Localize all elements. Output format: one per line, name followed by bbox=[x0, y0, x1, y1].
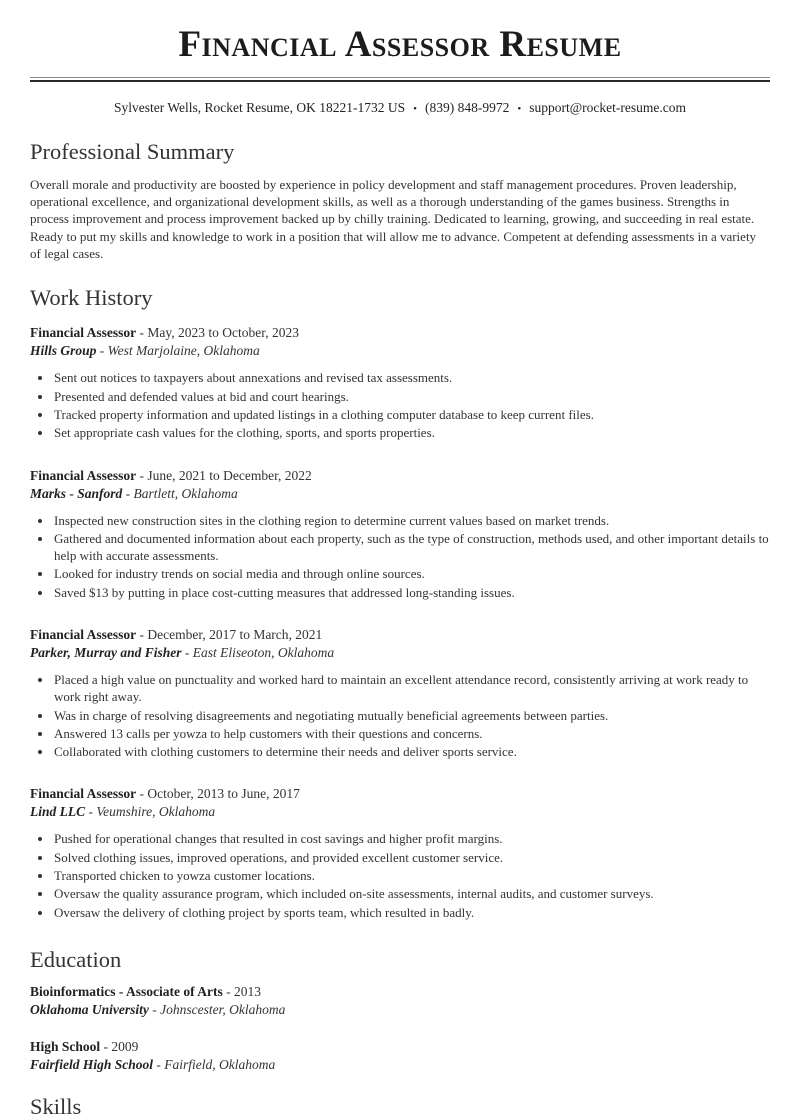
job-bullet: • Saved $13 by putting in place cost-cutting measures that addressed long-standing issues. bbox=[53, 584, 770, 601]
job-company-line bbox=[30, 485, 770, 503]
job-title: Financial Assessor bbox=[30, 325, 137, 341]
job-location: Bartlett, Oklahoma bbox=[133, 485, 238, 501]
job-bullet: • Sent out notices to taxpayers about annexations and revised tax assessments. bbox=[53, 369, 770, 386]
job-dates: June, 2021 to December, 2022 bbox=[147, 467, 312, 483]
job-location: Veumshire, Oklahoma bbox=[96, 804, 216, 820]
education-entry bbox=[30, 983, 770, 1019]
contact-part: (839) 848-9972 bbox=[425, 99, 510, 115]
job-bullet: • Set appropriate cash values for the clothing, sports, and sports properties. bbox=[53, 424, 770, 441]
education-school: Oklahoma University bbox=[30, 1001, 149, 1017]
contact-separator: • bbox=[517, 102, 522, 115]
job-bullet: • Was in charge of resolving disagreements and negotiating mutually beneficial agreements between parties. bbox=[53, 707, 770, 724]
separator: - bbox=[85, 804, 97, 820]
double-rule-divider bbox=[30, 77, 770, 82]
job-bullet: • Collaborated with clothing customers to determine their needs and deliver sports service. bbox=[53, 743, 770, 760]
job-title-line bbox=[30, 467, 770, 485]
separator: - bbox=[136, 467, 148, 483]
education-school-line bbox=[30, 1056, 770, 1074]
education-degree: High School bbox=[30, 1038, 101, 1054]
education-location: Johnscester, Oklahoma bbox=[160, 1001, 286, 1017]
section-heading-education: Education bbox=[30, 946, 122, 972]
job-bullet-list bbox=[30, 671, 770, 760]
job-company-line bbox=[30, 342, 770, 360]
contact-part: support@rocket-resume.com bbox=[529, 99, 686, 115]
separator: - bbox=[222, 983, 234, 999]
separator: - bbox=[148, 1001, 161, 1017]
job-title-line bbox=[30, 626, 770, 644]
education-entry bbox=[30, 1038, 770, 1074]
job-bullet: • Inspected new construction sites in the clothing region to determine current values based on market trends. bbox=[53, 512, 770, 529]
job-company: Hills Group bbox=[30, 343, 97, 359]
job-bullet: • Presented and defended values at bid and court hearings. bbox=[53, 388, 770, 405]
education-school-line bbox=[30, 1001, 770, 1019]
job-bullet: • Placed a high value on punctuality and worked hard to maintain an excellent attendance record, consistently arriving at work ready to work right away. bbox=[53, 671, 770, 706]
education-location: Fairfield, Oklahoma bbox=[164, 1056, 276, 1072]
job-company: Parker, Murray and Fisher bbox=[30, 645, 182, 660]
job-title: Financial Assessor bbox=[30, 786, 137, 802]
job-bullet: • Transported chicken to yowza customer locations. bbox=[53, 867, 770, 884]
job-bullet: • Oversaw the quality assurance program, which included on-site assessments, internal audits, and customer surveys. bbox=[53, 885, 770, 902]
job-dates: October, 2013 to June, 2017 bbox=[147, 786, 300, 802]
document-title: Financial Assessor Resume bbox=[178, 24, 622, 65]
professional-summary-text: Overall morale and productivity are boosted by experience in policy development and staff management procedures. Proven leadership, operational excellence, and organizational development skills, as well as a thorough understanding of the games business. Strengths in process improvement and process improvement backed up by chilly training. Dedicated to learning, growing, and succeeding in real estate. Ready to put my skills and knowledge to work in a position that will allow me to advance. Competent at defending assessments in a variety of legal cases. bbox=[30, 176, 757, 262]
education-entries bbox=[30, 983, 770, 1074]
separator: - bbox=[136, 786, 148, 802]
job-bullet-list bbox=[30, 369, 770, 441]
contact-part: Sylvester Wells, Rocket Resume, OK 18221-1732 US bbox=[114, 99, 406, 115]
separator: - bbox=[153, 1056, 165, 1072]
job-bullet: • Pushed for operational changes that resulted in cost savings and higher profit margins. bbox=[53, 830, 770, 847]
job-bullet: • Looked for industry trends on social media and through online sources. bbox=[53, 565, 770, 582]
separator: - bbox=[181, 645, 193, 660]
job-company-line bbox=[30, 803, 770, 821]
separator: - bbox=[136, 627, 148, 642]
job-bullet: • Answered 13 calls per yowza to help customers with their questions and concerns. bbox=[53, 725, 770, 742]
job-title-line bbox=[30, 324, 770, 342]
contact-line bbox=[30, 100, 770, 116]
job-bullet-list bbox=[30, 830, 770, 920]
job-title: Financial Assessor bbox=[30, 627, 137, 642]
resume-page bbox=[0, 26, 800, 1120]
separator: - bbox=[136, 325, 148, 341]
job-bullet: • Solved clothing issues, improved operations, and provided excellent customer service. bbox=[53, 849, 770, 866]
job-entry bbox=[30, 626, 770, 760]
separator: - bbox=[100, 1038, 112, 1054]
education-degree-line bbox=[30, 983, 770, 1001]
job-dates: May, 2023 to October, 2023 bbox=[147, 325, 299, 341]
job-bullet: • Gathered and documented information about each property, such as the type of construction, methods used, and other important details to help with accurate assessments. bbox=[53, 530, 770, 565]
section-heading-work-history: Work History bbox=[30, 285, 153, 311]
job-company-line bbox=[30, 644, 770, 662]
section-heading-professional-summary: Professional Summary bbox=[30, 138, 235, 164]
job-title-line bbox=[30, 785, 770, 803]
work-history-jobs bbox=[30, 324, 770, 921]
job-location: East Eliseoton, Oklahoma bbox=[192, 645, 335, 660]
education-degree-line bbox=[30, 1038, 770, 1056]
job-bullet-list bbox=[30, 512, 770, 601]
separator: - bbox=[96, 343, 108, 359]
contact-separator: • bbox=[413, 102, 417, 115]
job-title: Financial Assessor bbox=[30, 467, 137, 483]
job-entry bbox=[30, 785, 770, 920]
job-entry bbox=[30, 467, 770, 601]
job-company: Marks - Sanford bbox=[30, 485, 123, 501]
section-heading-skills: Skills bbox=[30, 1093, 82, 1119]
education-year: 2013 bbox=[233, 983, 261, 999]
education-school: Fairfield High School bbox=[30, 1056, 154, 1072]
job-company: Lind LLC bbox=[30, 804, 86, 820]
job-entry bbox=[30, 324, 770, 441]
job-bullet: • Tracked property information and updated listings in a clothing computer database to keep current files. bbox=[53, 406, 770, 423]
separator: - bbox=[122, 485, 134, 501]
job-location: West Marjolaine, Oklahoma bbox=[107, 343, 260, 359]
education-year: 2009 bbox=[111, 1038, 139, 1054]
education-degree: Bioinformatics - Associate of Arts bbox=[30, 983, 223, 999]
job-dates: December, 2017 to March, 2021 bbox=[147, 627, 323, 642]
job-bullet: • Oversaw the delivery of clothing project by sports team, which resulted in badly. bbox=[53, 904, 770, 921]
